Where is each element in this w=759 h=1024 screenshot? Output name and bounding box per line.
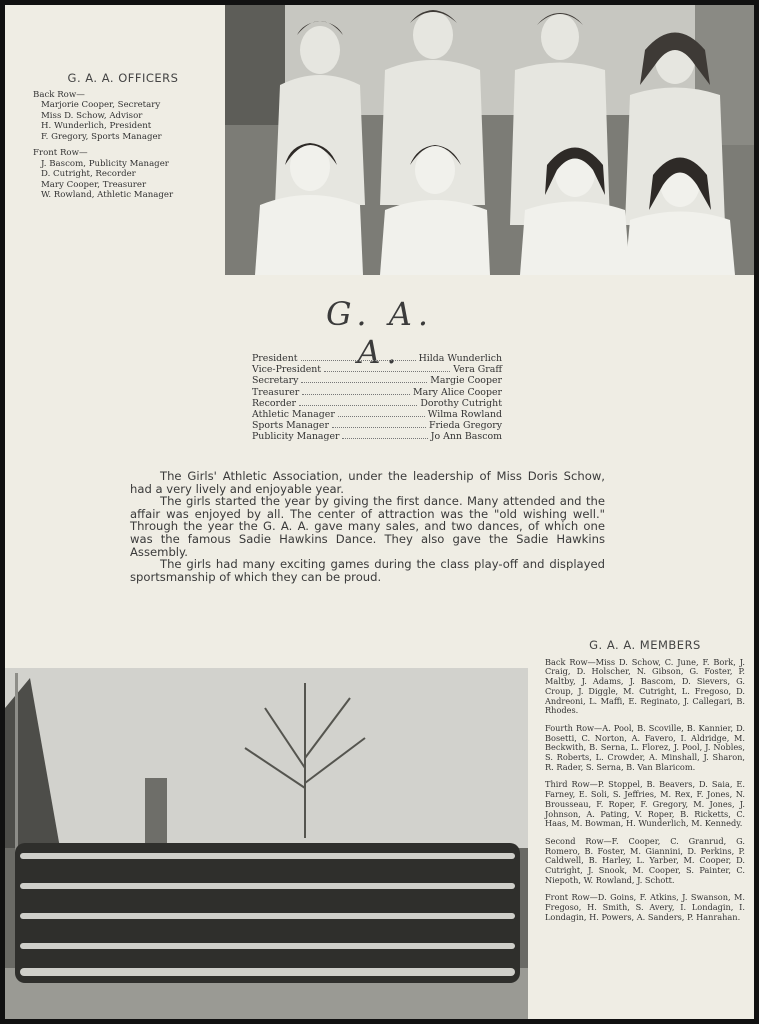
officers-caption: [33, 73, 223, 201]
row-title: Back Row—: [33, 89, 85, 100]
roster-line: [252, 353, 502, 364]
body-paragraph: The girls started the year by giving the first dance. Many attended and the affair was enjoyed by all. The center of attraction was the "old wishing well." Through the year the G. A. A. gave many sales, and two dances, of which one was the famous Sadie Hawkins Dance. They also gave the Sadie Hawkins Assembly.: [130, 494, 605, 559]
row-names: P. Stoppel, B. Beavers, D. Saia, E. Farney, E. Soli, S. Jeffries, M. Rex, F. Jones, N. Brousseau, F. Roper, F. Gregory, M. Jones, J. Johnson, A. Pating, V. Roper, B. Ricketts, C. Haas, M. Bowman, H. Wunderlich, M. Kennedy.: [545, 779, 745, 829]
row-label: Third Row—: [545, 779, 598, 790]
body-text: [130, 470, 605, 583]
members-row: [545, 724, 745, 773]
roster-name: Wilma Rowland: [427, 409, 502, 421]
roster-role: Recorder: [252, 397, 297, 409]
roster-name: Margie Cooper: [430, 375, 502, 387]
body-paragraph: The girls had many exciting games during the class play-off and displayed sportsmanship of which they can be proud.: [130, 557, 605, 584]
officer-name: Mary Cooper, Treasurer: [41, 179, 147, 190]
roster-name: Hilda Wunderlich: [418, 353, 502, 364]
row-title: Front Row—: [33, 148, 88, 158]
officer-name: J. Bascom, Publicity Manager: [41, 158, 169, 169]
members-row: [545, 780, 745, 829]
roster-role: Sports Manager: [252, 420, 329, 432]
members-row: [545, 658, 745, 716]
roster-role: Athletic Manager: [252, 409, 335, 421]
roster-name: Mary Alice Cooper: [413, 386, 502, 398]
officers-heading: G. A. A. OFFICERS: [67, 71, 179, 85]
roster-line: [252, 375, 502, 386]
roster-role: President: [252, 353, 298, 364]
roster-line: [252, 398, 502, 409]
roster-name: Jo Ann Bascom: [430, 431, 502, 443]
roster-role: Secretary: [252, 375, 299, 387]
roster-name: Vera Graff: [453, 364, 502, 376]
officers-photo: [225, 5, 754, 275]
roster-name: Frieda Gregory: [428, 420, 502, 432]
body-paragraph: The Girls' Athletic Association, under the leadership of Miss Doris Schow, had a very lively and enjoyable year.: [130, 469, 605, 496]
members-heading: G. A. A. MEMBERS: [589, 638, 701, 652]
page-title: G. A. A.: [325, 295, 435, 371]
row-names: A. Pool, B. Scoville, B. Kannier, D. Bosetti, C. Norton, A. Favero, I. Aldridge, M. Beckwith, B. Serna, L. Florez, J. Pool, J. Nobles, S. Roberts, L. Crowder, A. Minshall, J. Sharon, R. Rader, S. Serna, B. Van Blaricom.: [545, 722, 745, 772]
row-label: Back Row—: [545, 656, 596, 667]
row-names: F. Cooper, C. Granrud, G. Romero, B. Foster, M. Giannini, D. Perkins, P. Caldwell, B. Harley, L. Yarber, M. Cooper, D. Cutright, J. Snook, M. Cooper, S. Painter, C. Niepoth, W. Rowland, J. Schott.: [545, 835, 745, 885]
officer-name: W. Rowland, Athletic Manager: [41, 190, 174, 200]
officers-back-row: [33, 90, 223, 143]
roster-name: Dorothy Cutright: [420, 397, 502, 409]
row-names: D. Goins, F. Atkins, J. Swanson, M. Fregoso, H. Smith, S. Avery, I. Londagin, I. Londagin, H. Powers, A. Sanders, P. Hanrahan.: [545, 892, 746, 922]
roster-line: [252, 409, 502, 420]
yearbook-page: [5, 5, 754, 1019]
row-label: Fourth Row—: [545, 722, 603, 733]
officer-name: Miss D. Schow, Advisor: [41, 110, 143, 121]
roster-role: Vice-President: [252, 364, 322, 376]
row-names: Miss D. Schow, C. June, F. Bork, J. Craig, D. Holscher, N. Gibson, G. Foster, P. Maltby, J. Adams, J. Bascom, D. Sievers, G. Croup, J. Diggle, M. Cutright, L. Fregoso, D. Andreoni, L. Maffi, E. Reginato, J. Callegari, B. Rhodes.: [545, 656, 746, 716]
row-label: Second Row—: [545, 835, 612, 846]
row-label: Front Row—: [545, 892, 598, 903]
officer-name: H. Wunderlich, President: [41, 121, 152, 131]
officers-front-row: [33, 148, 223, 201]
roster-line: [252, 420, 502, 431]
members-photo: [5, 668, 528, 1019]
officer-roster: [252, 353, 502, 443]
members-caption: [545, 638, 746, 923]
roster-role: Publicity Manager: [252, 431, 340, 443]
officer-name: F. Gregory, Sports Manager: [41, 131, 162, 142]
roster-line: [252, 364, 502, 375]
officer-name: Marjorie Cooper, Secretary: [41, 100, 161, 110]
members-row: [545, 893, 745, 922]
officer-name: D. Cutright, Recorder: [41, 169, 136, 179]
roster-line: [252, 387, 502, 398]
roster-role: Treasurer: [252, 386, 300, 398]
members-row: [545, 837, 745, 886]
roster-line: [252, 431, 502, 442]
